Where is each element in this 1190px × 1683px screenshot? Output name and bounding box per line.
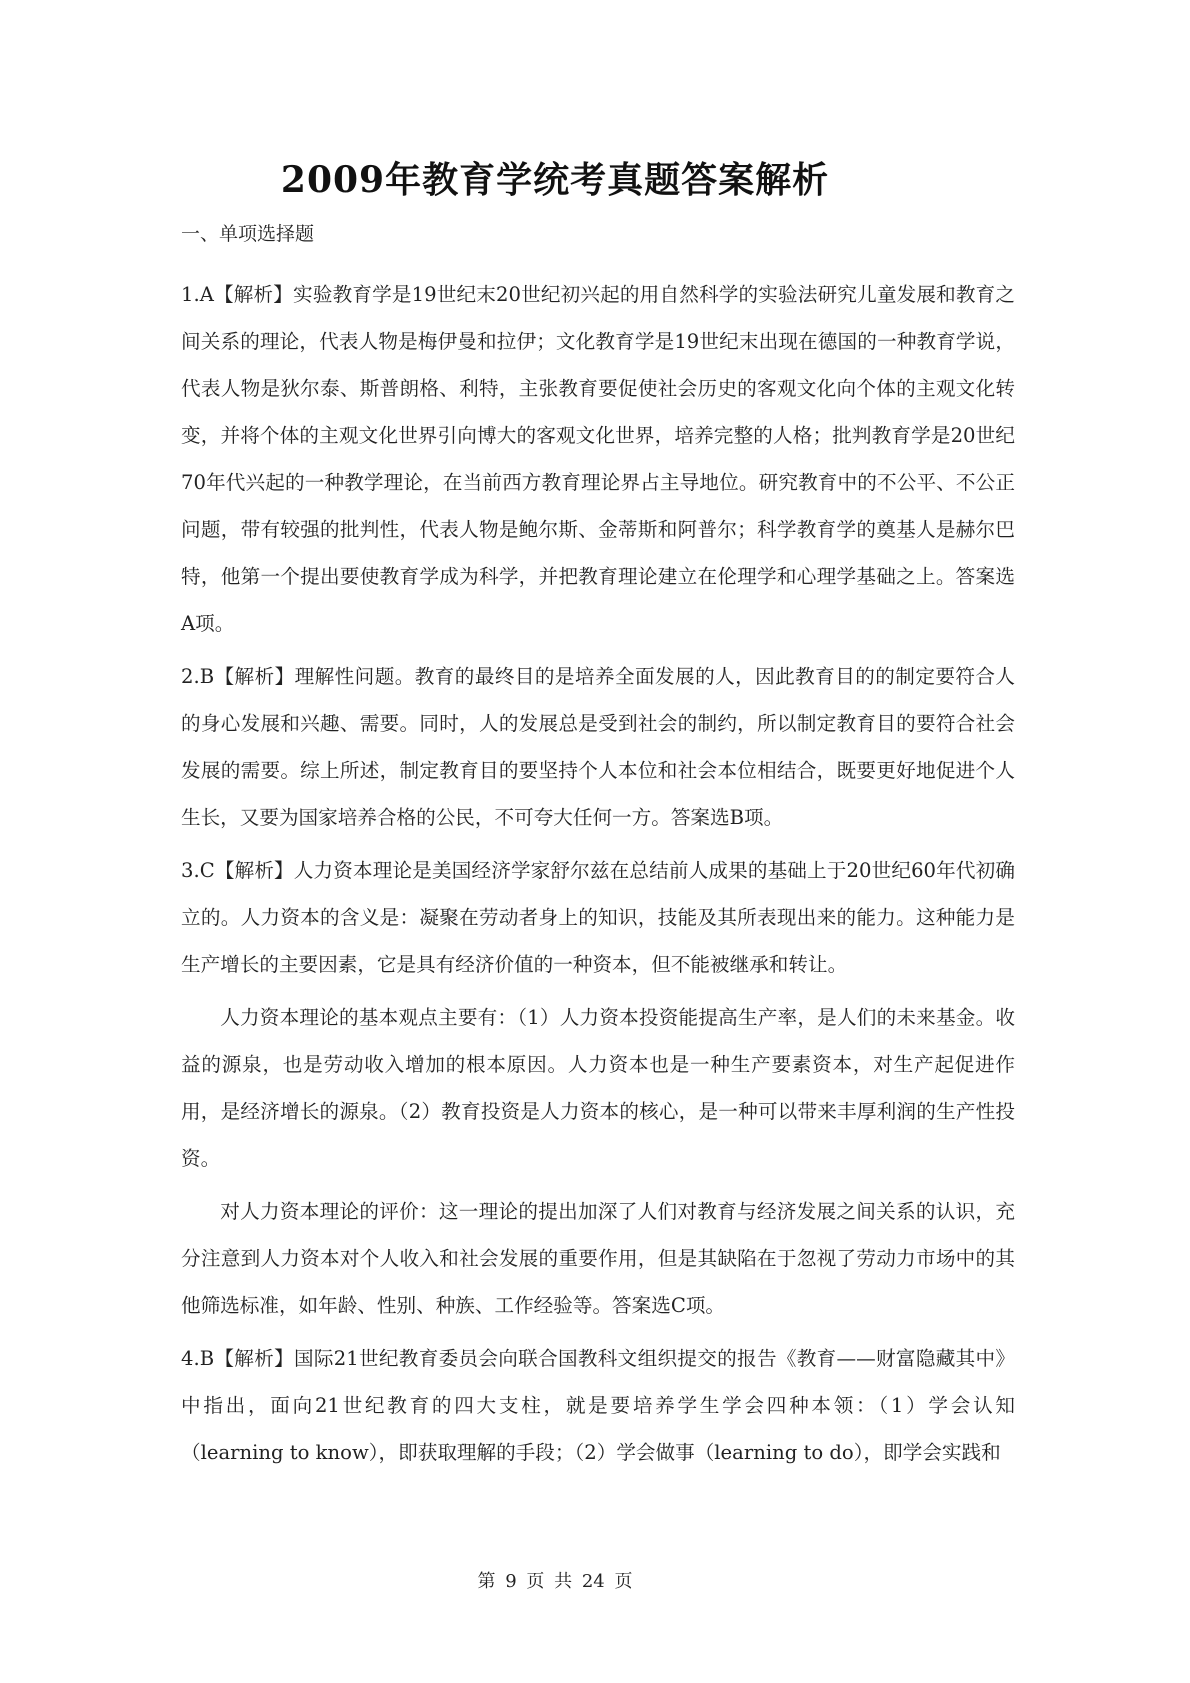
answer-paragraph-q4: 4.B【解析】国际21世纪教育委员会向联合国教科文组织提交的报告《教育——财富隐藏其中》中指出，面向21世纪教育的四大支柱，就是要培养学生学会四种本领：（1）学会认知（learning to know），即获取理解的手段；（2）学会做事（learning to do），即学会实践和 (181, 1347, 1015, 1464)
section-heading: 一、单项选择题 (181, 223, 315, 245)
answer-body (181, 271, 1015, 1482)
answer-paragraph-q3: 3.C【解析】人力资本理论是美国经济学家舒尔兹在总结前人成果的基础上于20世纪60年代初确立的。人力资本的含义是：凝聚在劳动者身上的知识，技能及其所表现出来的能力。这种能力是生产增长的主要因素，它是具有经济价值的一种资本，但不能被继承和转让。 (181, 859, 1015, 976)
document-title: 2009年教育学统考真题答案解析 (280, 159, 830, 201)
answer-paragraph-q1: 1.A【解析】实验教育学是19世纪末20世纪初兴起的用自然科学的实验法研究儿童发展和教育之间关系的理论，代表人物是梅伊曼和拉伊；文化教育学是19世纪末出现在德国的一种教育学说，代表人物是狄尔泰、斯普朗格、利特，主张教育要促使社会历史的客观文化向个体的主观文化转变，并将个体的主观文化世界引向博大的客观文化世界，培养完整的人格；批判教育学是20世纪70年代兴起的一种教学理论，在当前西方教育理论界占主导地位。研究教育中的不公平、不公正问题，带有较强的批判性，代表人物是鲍尔斯、金蒂斯和阿普尔；科学教育学的奠基人是赫尔巴特，他第一个提出要使教育学成为科学，并把教育理论建立在伦理学和心理学基础之上。答案选A项。 (181, 283, 1015, 635)
answer-paragraph-q3-views: 人力资本理论的基本观点主要有：（1）人力资本投资能提高生产率，是人们的未来基金。收益的源泉，也是劳动收入增加的根本原因。人力资本也是一种生产要素资本，对生产起促进作用，是经济增长的源泉。（2）教育投资是人力资本的核心，是一种可以带来丰厚利润的生产性投资。 (181, 1006, 1015, 1170)
answer-paragraph-q3-evaluation: 对人力资本理论的评价：这一理论的提出加深了人们对教育与经济发展之间关系的认识，充分注意到人力资本对个人收入和社会发展的重要作用，但是其缺陷在于忽视了劳动力市场中的其他筛选标准，如年龄、性别、种族、工作经验等。答案选C项。 (181, 1200, 1015, 1317)
answer-paragraph-q2: 2.B【解析】理解性问题。教育的最终目的是培养全面发展的人，因此教育目的的制定要符合人的身心发展和兴趣、需要。同时，人的发展总是受到社会的制约，所以制定教育目的要符合社会发展的需要。综上所述，制定教育目的要坚持个人本位和社会本位相结合，既要更好地促进个人生长，又要为国家培养合格的公民，不可夸大任何一方。答案选B项。 (181, 665, 1015, 829)
page-number-footer: 第 9 页 共 24 页 (477, 1571, 633, 1592)
